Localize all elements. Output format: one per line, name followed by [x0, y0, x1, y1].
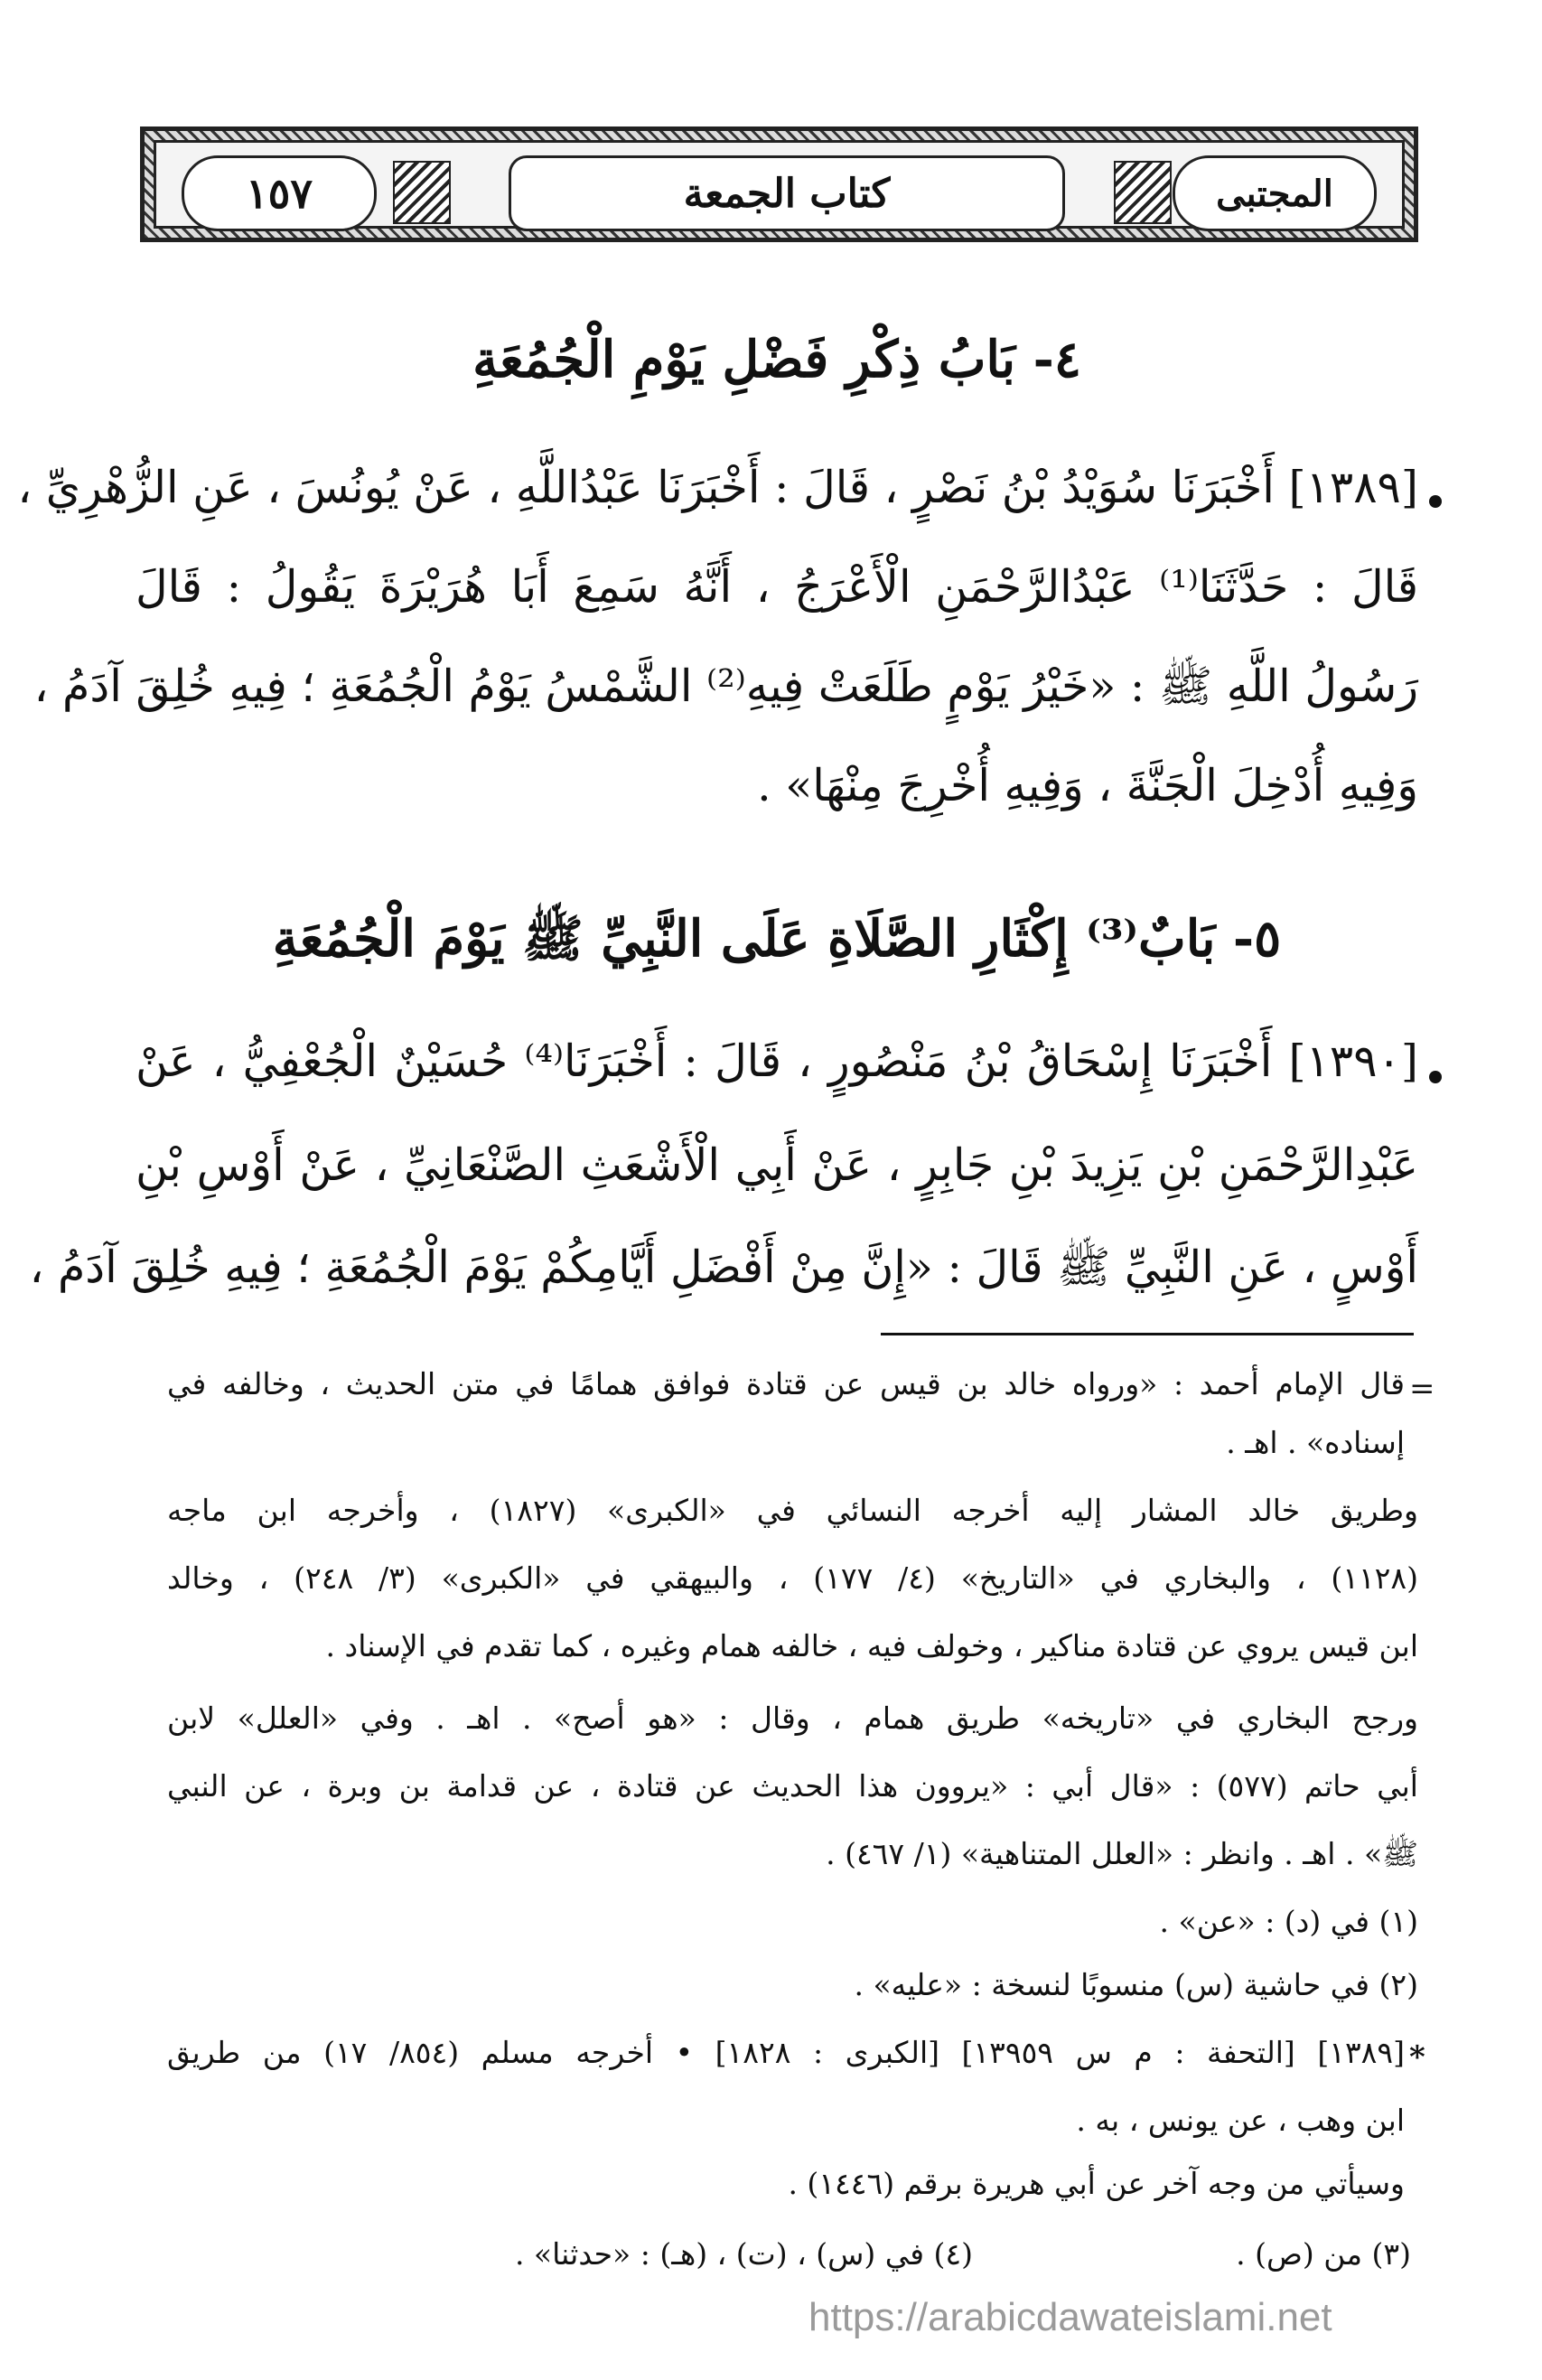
header-inner-frame: [154, 140, 1405, 229]
hadith-1390-line: [١٣٩٠] أَخْبَرَنَا إِسْحَاقُ بْنُ مَنْصُورٍ ، قَالَ : أَخْبَرَنَا⁽⁴⁾ حُسَيْنٌ الْجُعْفِيُّ ، عَنْ: [136, 1035, 1418, 1087]
takhrij-mark: *: [1409, 2039, 1425, 2075]
ornament-knot-icon: [393, 161, 451, 224]
chapter-title: ٥- بَابٌ⁽³⁾ إِكْثَارِ الصَّلَاةِ عَلَى النَّبِيِّ ﷺ يَوْمَ الْجُمُعَةِ: [272, 909, 1282, 969]
footnote-line: ابن قيس يروي عن قتادة مناكير ، وخولف فيه ، خالفه همام وغيره ، كما تقدم في الإسناد .: [325, 1628, 1418, 1663]
footnote-line: وطريق خالد المشار إليه أخرجه النسائي في «الكبرى» (١٨٢٧) ، وأخرجه ابن ماجه: [167, 1493, 1418, 1528]
takhrij-line: ابن وهب ، عن يونس ، به .: [1076, 2103, 1405, 2138]
footnote-line: ﷺ» . اهـ . وانظر : «العلل المتناهية» (١/ ٤٦٧) .: [826, 1836, 1418, 1871]
hadith-1390-line: أَوْسٍ ، عَنِ النَّبِيِّ ﷺ قَالَ : «إِنَّ مِنْ أَفْضَلِ أَيَّامِكُمْ يَوْمَ الْجُمُعَةِ ؛ فِيهِ خُلِقَ آدَمُ ،: [29, 1242, 1418, 1293]
watermark-url: https://arabicdawateislami.net: [808, 2295, 1332, 2339]
takhrij-line: وسيأتي من وجه آخر عن أبي هريرة برقم (١٤٤٦) .: [788, 2166, 1405, 2201]
ornament-knot-icon: [1114, 161, 1172, 224]
footnote-note: (٢) في حاشية (س) منسوبًا لنسخة : «عليه» .: [854, 1967, 1418, 2002]
takhrij-line: [١٣٨٩] [التحفة : م س ١٣٩٥٩] [الكبرى : ١٨٢٨] • أخرجه مسلم (٨٥٤/ ١٧) من طريق: [167, 2035, 1405, 2070]
footnote-line: أبي حاتم (٥٧٧) : «قال أبي : «يروون هذا الحديث عن قتادة ، عن قدامة بن وبرة ، عن النبي: [167, 1768, 1418, 1804]
hadith-1389-line: [١٣٨٩] أَخْبَرَنَا سُوَيْدُ بْنُ نَصْرٍ ، قَالَ : أَخْبَرَنَا عَبْدُاللَّهِ ، عَنْ يُونُسَ ، عَنِ الزُّهْرِيِّ ،: [17, 462, 1418, 513]
work-title: المجتبى: [1173, 155, 1377, 231]
hadith-1389-line: رَسُولُ اللَّهِ ﷺ : «خَيْرُ يَوْمٍ طَلَعَتْ فِيهِ⁽²⁾ الشَّمْسُ يَوْمُ الْجُمُعَةِ ؛ فِيهِ خُلِقَ آدَمُ ،: [33, 661, 1418, 712]
hadith-1389-line: قَالَ : حَدَّثَنَا⁽¹⁾ عَبْدُالرَّحْمَنِ الْأَعْرَجُ ، أَنَّهُ سَمِعَ أَبَا هُرَيْرَةَ يَقُولُ : قَالَ: [136, 561, 1418, 613]
chapter-title: ٤- بَابُ ذِكْرِ فَضْلِ يَوْمِ الْجُمُعَةِ: [472, 330, 1081, 389]
page-number: ١٥٧: [182, 155, 377, 231]
footnote-note: (١) في (د) : «عن» .: [1159, 1904, 1418, 1939]
hadith-1389-line: وَفِيهِ أُدْخِلَ الْجَنَّةَ ، وَفِيهِ أُخْرِجَ مِنْهَا» .: [757, 760, 1418, 811]
bullet-icon: [1429, 495, 1442, 508]
footnote-line: قال الإمام أحمد : «ورواه خالد بن قيس عن قتادة فوافق همامًا في متن الحديث ، وخالفه في: [167, 1366, 1405, 1401]
footnote-line: إسناده» . اهـ .: [1226, 1425, 1405, 1460]
hadith-1390-line: عَبْدِالرَّحْمَنِ بْنِ يَزِيدَ بْنِ جَابِرٍ ، عَنْ أَبِي الْأَشْعَثِ الصَّنْعَانِيِّ ، عَنْ أَوْسِ بْنِ: [136, 1139, 1418, 1191]
footnote-line: (١١٢٨) ، والبخاري في «التاريخ» (٤/ ١٧٧) ، والبيهقي في «الكبرى» (٣/ ٢٤٨) ، وخالد: [167, 1560, 1418, 1596]
footnote-note: (٣) من (ص) .: [1236, 2236, 1411, 2272]
page-header: [140, 126, 1418, 242]
footnote-line: ورجح البخاري في «تاريخه» طريق همام ، وقال : «هو أصح» . اهـ . وفي «العلل» لابن: [167, 1701, 1418, 1736]
book-title: كتاب الجمعة: [509, 155, 1065, 231]
bullet-icon: [1429, 1071, 1442, 1083]
footnote-note: (٤) في (س) ، (ت) ، (هـ) : «حدثنا» .: [514, 2236, 973, 2272]
continuation-mark: =: [1409, 1371, 1435, 1407]
footnote-separator: [881, 1333, 1414, 1335]
